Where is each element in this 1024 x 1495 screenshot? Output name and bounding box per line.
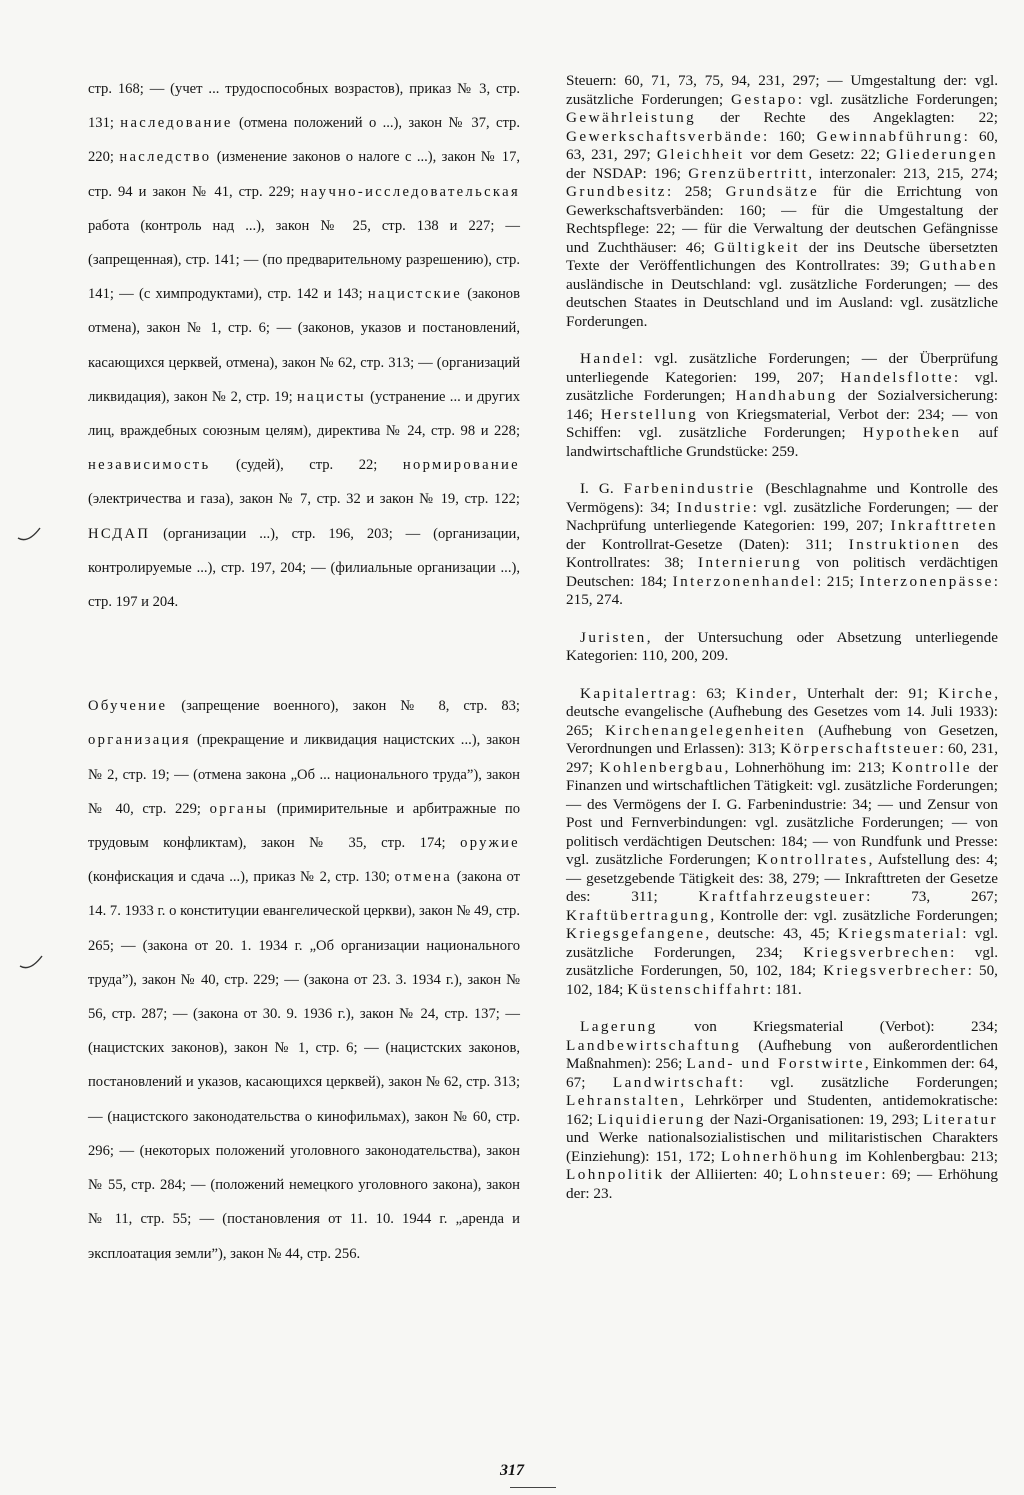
index-text: : 258; <box>666 183 726 200</box>
index-term: Landbewirtschaftung <box>566 1036 742 1054</box>
index-term: НСДАП <box>88 525 151 542</box>
index-term: научно-исследовательская <box>300 183 520 200</box>
index-text: : 69; — Erhöhung der: 23. <box>566 1166 998 1202</box>
index-term: Kontrolle <box>891 758 972 776</box>
index-text: : vgl. zusätzliche Forderungen, 50, 102, 184; <box>566 943 998 979</box>
index-term: Handelsflotte <box>840 368 954 386</box>
index-term: оружие <box>460 835 520 852</box>
index-text: , Einkommen der: 64, 67; <box>566 1055 998 1091</box>
index-paragraph <box>88 689 520 1270</box>
index-term: Kraftfahrzeugsteuer <box>698 888 867 905</box>
index-term: Interzonenpässe <box>859 572 994 590</box>
index-term: Lagerung <box>580 1018 658 1035</box>
index-text: vor dem Gesetz: 22; <box>744 146 887 163</box>
index-term: Kinder <box>736 684 793 702</box>
index-term: Land- und Forstwirte <box>686 1055 865 1072</box>
index-term: Gewährleistung <box>566 109 697 126</box>
index-term: Liquidierung <box>597 1110 706 1128</box>
index-term: Gültigkeit <box>713 238 800 256</box>
page-number-rule <box>510 1487 556 1488</box>
index-text: : 181. <box>767 980 802 998</box>
index-term: независимость <box>88 457 211 474</box>
index-term: Kirche <box>938 684 995 702</box>
index-term: Kriegsgefangene <box>566 925 706 942</box>
index-term: Kirchenangelegenheiten <box>605 721 807 739</box>
index-text: (примирительные и арбитражные по трудовым конфликтам), закон № 35, стр. 174; <box>88 800 521 852</box>
index-text: und Werke nationalsozialistischen und militaristischen Charakters (Einziehung): 151, 172; <box>566 1129 998 1165</box>
margin-hook-mark-upper <box>16 526 42 544</box>
index-text: (запрещение военного), закон № 8, стр. 83; <box>167 698 520 715</box>
index-text: (Beschlagnahme und Kontrolle des Vermögens): 34; <box>566 480 998 516</box>
index-text: : 50, 102, 184; <box>566 962 998 998</box>
index-term: Kraftübertragung <box>566 906 711 924</box>
index-term: Kapitalertrag <box>580 684 692 702</box>
index-text: , interzonaler: 213, 215, 274; <box>808 164 998 182</box>
index-paragraph <box>566 629 998 666</box>
index-term: Industrie <box>676 498 753 516</box>
index-term: Farbenindustrie <box>623 480 756 497</box>
index-term: Instruktionen <box>848 535 962 553</box>
index-text: ausländische in Deutschland: vgl. zusätzliche Forderungen; — des deutschen Staates in Deutschland und im Ausland: vgl. zusätzliche Forderungen. <box>566 275 998 330</box>
index-paragraph <box>88 72 520 619</box>
index-term: Handel <box>580 350 639 367</box>
index-term: организация <box>88 732 191 749</box>
index-term: Lohnsteuer <box>788 1166 882 1183</box>
right-column-german-index <box>566 72 998 1203</box>
index-term: Inkrafttreten <box>890 517 998 534</box>
index-text: der Alliierten: 40; <box>664 1166 789 1183</box>
index-text: (организации ...), стр. 196, 203; — (организации, контролируемые ...), стр. 197, 204; — (филиальные организации ...), стр. 197 и 204. <box>88 525 520 611</box>
index-text: : vgl. zusätzliche Forderungen; <box>566 368 998 404</box>
index-text: , Lehrkörper und Studenten, antidemokratische: 162; <box>566 1092 998 1128</box>
index-term: органы <box>209 800 269 817</box>
index-term: Kriegsverbrecher <box>823 962 968 979</box>
index-term: Gewinnabführung <box>816 127 964 145</box>
index-text: : vgl. zusätzliche Forderungen, 234; <box>566 925 998 961</box>
index-text: стр. 168; — (учет ... трудоспособных возрастов), приказ № 3, стр. 131; <box>88 81 520 132</box>
index-term: Gestapo <box>730 90 798 108</box>
index-text: , Unterhalt der: 91; <box>792 684 939 702</box>
index-term: Lohnpolitik <box>566 1166 665 1183</box>
index-text: (конфискация и сдача ...), приказ № 2, стр. 130; <box>88 869 395 886</box>
index-text: der Nazi-Organisationen: 19, 293; <box>705 1110 923 1128</box>
index-text: (прекращение и ликвидация нацистских ...), закон № 2, стр. 19; — (отмена закона „Об ... национального труда”), закон № 40, стр. 229; <box>88 732 520 817</box>
index-term: Kriegsmaterial <box>838 925 963 942</box>
index-text: von politisch verdächtigen Deutschen: 184; <box>566 554 998 590</box>
index-text: : vgl. zusätzliche Forderungen; <box>738 1073 998 1091</box>
index-term: наследство <box>119 149 212 166</box>
index-text: von Kriegsmaterial, Verbot der: 234; — von Schiffen: vgl. zusätzliche Forderungen; <box>566 405 998 441</box>
index-text: , Aufstellung des: 4; — gesetzgebende Tätigkeit des: 38, 279; — Inkrafttreten der Gesetze des: 311; <box>566 851 998 905</box>
index-term: нацисты <box>297 388 366 405</box>
index-term: Grenzübertritt <box>688 164 809 182</box>
index-term: Literatur <box>922 1110 998 1128</box>
index-text: der NSDAP: 196; <box>566 164 689 182</box>
index-text: (закона от 14. 7. 1933 г. о конституции евангелической церкви), закон № 49, стр. 265; — (закона от 20. 1. 1934 г. „Об организации национального труда”), закон № 40, стр. 229; — (закона от 23. 3. 1934 г.), закон № 56, стр. 287; — (закона от 30. 9. 1936 г.), закон № 24, стр. 137; — (нацистских законов), закон № 1, стр. 6; — (нацистских законов, постановлений и указов, касающихся церквей), закон № 62, стр. 313; — (нацистского законодательства о кинофильмах), закон № 60, стр. 296; — (некоторых положений уголовного законодательства), закон № 55, стр. 284; — (положений немецкого уголовного закона), закон № 11, стр. 55; — (постановления от 11. 10. 1944 г. „аренда и эксплоатация земли”), закон № 44, стр. 256. <box>88 869 520 1262</box>
index-text: (устранение ... и других лиц, враждебных союзным целям), директива № 24, стр. 98 и 228; <box>88 388 520 440</box>
index-text: der Kontrollrat-Gesetze (Daten): 311; <box>566 535 849 553</box>
index-text: Steuern: 60, 71, 73, 75, 94, 231, 297; — Umgestaltung der: vgl. zusätzliche Forderungen; <box>566 72 998 108</box>
index-paragraph <box>566 480 998 610</box>
index-text: , Lohnerhöhung im: 213; <box>724 758 892 776</box>
index-text: , deutsche: 43, 45; <box>705 925 838 942</box>
index-term: Grundbesitz <box>566 183 667 200</box>
index-term: Internierung <box>697 554 803 571</box>
index-term: отмена <box>394 869 453 886</box>
index-text: : vgl. zusätzliche Forderungen; <box>797 90 998 108</box>
index-text: (электричества и газа), закон № 7, стр. 32 и закон № 19, стр. 122; <box>88 491 520 508</box>
index-term: Guthaben <box>919 257 998 274</box>
index-text: (изменение законов о налоге с ...), закон № 17, стр. 94 и закон № 41, стр. 229; <box>88 149 521 200</box>
index-text: der Sozialversicherung: 146; <box>566 387 998 423</box>
index-term: Lohnerhöhung <box>720 1147 840 1165</box>
index-text: im Kohlenbergbau: 213; <box>839 1147 998 1165</box>
index-term: Gleichheit <box>656 146 745 163</box>
index-text: : vgl. zusätzliche Forderungen; — der Überprüfung unterliegende Kategorien: 199, 207; <box>566 350 998 386</box>
index-text: des Kontrollrates: 38; <box>566 535 998 571</box>
margin-hook-mark-lower <box>18 954 44 972</box>
index-text: : 160; <box>762 127 817 145</box>
index-text: : 215; <box>816 572 860 590</box>
index-text: : 63; <box>691 684 737 702</box>
index-text: (Aufhebung von Gesetzen, Verordnungen und Erlassen): 313; <box>566 721 998 757</box>
index-term: Grundsätze <box>725 183 820 200</box>
index-text: : vgl. zusätzliche Forderungen; — der Nachprüfung unterliegende Kategorien: 199, 207; <box>566 498 999 534</box>
index-term: Lehranstalten <box>566 1092 681 1109</box>
index-paragraph <box>566 350 998 461</box>
index-text: der Finanzen und wirtschaftlichen Tätigkeit: vgl. zusätzliche Forderungen; — des Vermögens der I. G. Farbenindustrie: 34; — und Zensur von Post und Fernverbindungen: vgl. zusätzliche Forderungen; — von politisch verdächtigen Deutschen: 184; — von Rundfunk und Presse: vgl. zusätzliche Forderungen; <box>566 758 998 868</box>
index-text: : 60, 63, 231, 297; <box>566 127 998 163</box>
index-term: нормирование <box>402 457 520 474</box>
index-term: Hypotheken <box>862 424 962 441</box>
index-term: Gliederungen <box>886 146 998 163</box>
index-text: auf landwirtschaftliche Grundstücke: 259. <box>566 424 998 460</box>
index-paragraph <box>566 685 998 1000</box>
index-text: , der Untersuchung oder Absetzung unterliegende Kategorien: 110, 200, 209. <box>566 628 998 664</box>
index-term: Interzonenhandel <box>672 572 817 590</box>
index-term: Kriegsverbrechen <box>803 943 951 961</box>
page-number: 317 <box>500 1462 524 1479</box>
index-text: von Kriegsmaterial (Verbot): 234; <box>657 1018 998 1035</box>
index-term: Gewerkschaftsverbände <box>566 127 763 145</box>
index-text: , Kontrolle der: vgl. zusätzliche Forderungen; <box>710 906 998 924</box>
index-text: für die Errichtung von Gewerkschaftsverbänden: 160; — für die Umgestaltung der Rechtspflege: 22; — für die Verwaltung der deutschen Gefängnisse und Zuchthäuser: 46; <box>566 183 998 256</box>
index-text: (отмена положений о ...), закон № 37, стр. 220; <box>88 115 520 166</box>
index-text: (судей), стр. 22; <box>210 457 403 474</box>
index-term: Landwirtschaft <box>612 1073 739 1091</box>
index-term: Körperschaftsteuer <box>780 740 940 757</box>
index-text: : 73, 267; <box>866 888 998 905</box>
index-term: Kohlenbergbau <box>599 758 725 776</box>
index-paragraph <box>566 72 998 331</box>
index-term: Kontrollrates <box>756 851 869 868</box>
index-term: наследование <box>120 115 233 132</box>
index-text: der ins Deutsche übersetzten Texte der Veröffentlichungen des Kontrollrates: 39; <box>566 238 998 274</box>
index-text: I. G. <box>580 480 624 497</box>
index-paragraph <box>566 1018 998 1203</box>
index-term: Handhabung <box>735 387 838 404</box>
index-term: нацистские <box>367 286 463 303</box>
left-column-russian-index <box>88 72 520 1271</box>
index-text: , deutsche evangelische (Aufhebung des Gesetzes vom 14. Juli 1933): 265; <box>566 684 998 739</box>
index-text: работа (контроль над ...), закон № 25, стр. 138 и 227; — (запрещенная), стр. 141; — (по предварительному разрешению), стр. 141; — (с химпродуктами), стр. 142 и 143; <box>88 217 520 303</box>
index-text: : 215, 274. <box>566 572 998 608</box>
index-term: Küstenschiffahrt <box>627 980 768 998</box>
index-text: (Aufhebung von außerordentlichen Maßnahmen): 256; <box>566 1036 998 1072</box>
index-text: (законов отмена), закон № 1, стр. 6; — (законов, указов и постановлений, касающихся церквей, отмена), закон № 62, стр. 313; — (организаций ликвидация), закон № 2, стр. 19; <box>88 286 520 405</box>
index-term: Juristen <box>580 628 647 646</box>
index-text: : 60, 231, 297; <box>566 740 998 776</box>
index-term: Herstellung <box>600 405 699 423</box>
index-term: Обучение <box>88 698 168 715</box>
index-text: der Rechte des Angeklagten: 22; <box>696 109 998 126</box>
